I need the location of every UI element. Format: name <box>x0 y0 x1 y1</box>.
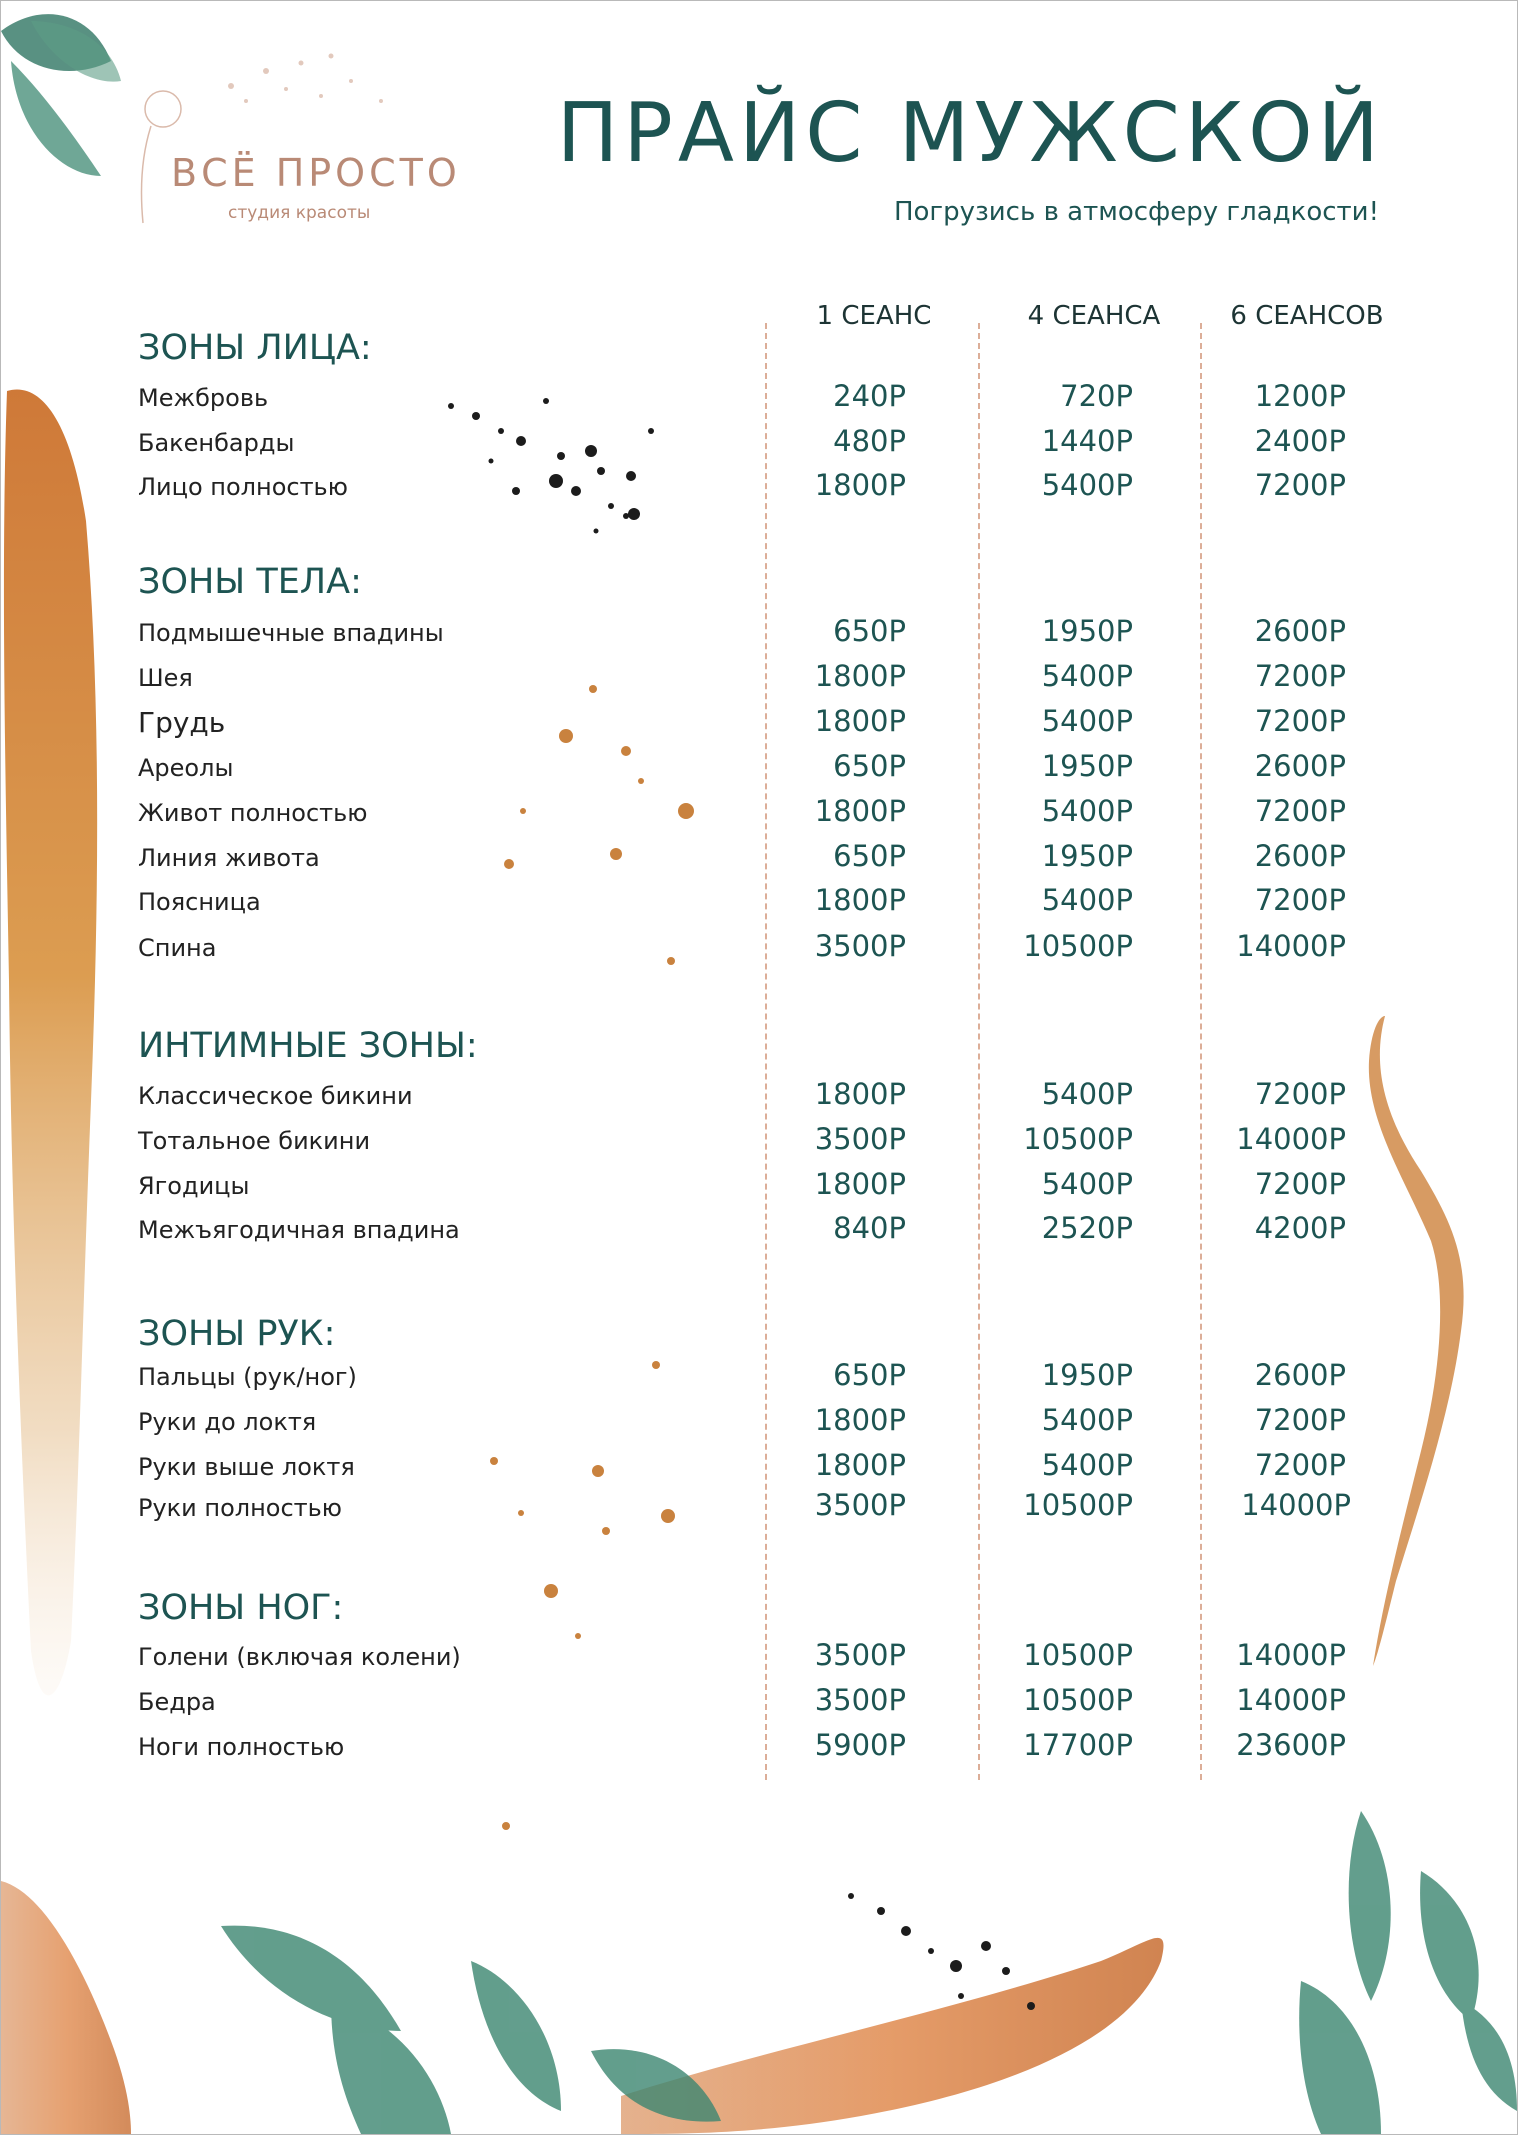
price-6-sessions: 14000Р <box>1236 1683 1346 1717</box>
service-name: Живот полностью <box>138 799 368 827</box>
studio-logo <box>131 61 461 241</box>
price-4-sessions: 5400Р <box>1041 704 1133 738</box>
section-title-face: ЗОНЫ ЛИЦА: <box>138 328 372 368</box>
price-1-session: 1800Р <box>814 1448 906 1482</box>
price-4-sessions: 5400Р <box>1041 883 1133 917</box>
price-6-sessions: 7200Р <box>1254 704 1346 738</box>
price-6-sessions: 2600Р <box>1254 839 1346 873</box>
price-1-session: 3500Р <box>814 1122 906 1156</box>
page-subtitle: Погрузись в атмосферу гладкости! <box>893 197 1379 227</box>
price-6-sessions: 2600Р <box>1254 1358 1346 1392</box>
section-title-body: ЗОНЫ ТЕЛА: <box>138 562 362 602</box>
service-name: Шея <box>138 664 193 692</box>
price-1-session: 650Р <box>833 749 906 783</box>
price-1-session: 5900Р <box>814 1728 906 1762</box>
service-name: Ареолы <box>138 754 234 782</box>
section-title-intimate: ИНТИМНЫЕ ЗОНЫ: <box>138 1026 478 1066</box>
column-header-1-session: 1 СЕАНС <box>816 301 932 331</box>
price-1-session: 650Р <box>833 839 906 873</box>
price-6-sessions: 2600Р <box>1254 614 1346 648</box>
price-6-sessions: 7200Р <box>1254 468 1346 502</box>
price-6-sessions: 7200Р <box>1254 794 1346 828</box>
price-4-sessions: 5400Р <box>1041 1077 1133 1111</box>
price-1-session: 650Р <box>833 614 906 648</box>
logo-subtitle: студия красоты <box>228 203 371 223</box>
price-6-sessions: 23600Р <box>1236 1728 1346 1762</box>
price-4-sessions: 1950Р <box>1041 1358 1133 1392</box>
price-1-session: 1800Р <box>814 1077 906 1111</box>
column-divider <box>978 323 980 1780</box>
service-name: Спина <box>138 934 217 962</box>
price-6-sessions: 2400Р <box>1254 424 1346 458</box>
service-name: Голени (включая колени) <box>138 1643 461 1671</box>
service-name: Классическое бикини <box>138 1082 413 1110</box>
price-6-sessions: 14000Р <box>1236 929 1346 963</box>
price-6-sessions: 14000Р <box>1236 1122 1346 1156</box>
service-name: Бедра <box>138 1688 216 1716</box>
price-4-sessions: 5400Р <box>1041 794 1133 828</box>
logo-name: ВСЁ ПРОСТО <box>171 151 461 195</box>
price-1-session: 480Р <box>833 424 906 458</box>
price-4-sessions: 5400Р <box>1041 1403 1133 1437</box>
price-4-sessions: 1440Р <box>1041 424 1133 458</box>
service-name: Руки до локтя <box>138 1408 317 1436</box>
price-4-sessions: 10500Р <box>1023 1638 1133 1672</box>
price-4-sessions: 1950Р <box>1041 839 1133 873</box>
service-name: Линия живота <box>138 844 320 872</box>
price-1-session: 3500Р <box>814 1683 906 1717</box>
column-divider <box>765 323 767 1780</box>
price-4-sessions: 2520Р <box>1041 1211 1133 1245</box>
service-name: Межбровь <box>138 384 269 412</box>
service-name: Ягодицы <box>138 1172 250 1200</box>
price-6-sessions: 7200Р <box>1254 1403 1346 1437</box>
price-6-sessions: 1200Р <box>1254 379 1346 413</box>
service-name: Руки выше локтя <box>138 1453 355 1481</box>
price-6-sessions: 14000Р <box>1236 1638 1346 1672</box>
price-4-sessions: 1950Р <box>1041 749 1133 783</box>
service-name: Ноги полностью <box>138 1733 345 1761</box>
price-1-session: 1800Р <box>814 794 906 828</box>
price-6-sessions: 7200Р <box>1254 883 1346 917</box>
price-6-sessions: 7200Р <box>1254 1077 1346 1111</box>
price-6-sessions: 7200Р <box>1254 1167 1346 1201</box>
price-6-sessions: 7200Р <box>1254 659 1346 693</box>
service-name: Пальцы (рук/ног) <box>138 1363 357 1391</box>
price-1-session: 1800Р <box>814 883 906 917</box>
service-name: Руки полностью <box>138 1494 343 1522</box>
service-name: Поясница <box>138 888 261 916</box>
service-name: Грудь <box>138 706 226 739</box>
service-name: Межъягодичная впадина <box>138 1216 460 1244</box>
price-1-session: 1800Р <box>814 1403 906 1437</box>
price-1-session: 840Р <box>833 1211 906 1245</box>
price-4-sessions: 720Р <box>1060 379 1133 413</box>
price-6-sessions: 7200Р <box>1254 1448 1346 1482</box>
price-1-session: 1800Р <box>814 468 906 502</box>
price-4-sessions: 10500Р <box>1023 1488 1133 1522</box>
price-4-sessions: 10500Р <box>1023 1683 1133 1717</box>
price-4-sessions: 17700Р <box>1023 1728 1133 1762</box>
price-4-sessions: 5400Р <box>1041 1448 1133 1482</box>
page-title: ПРАЙС МУЖСКОЙ <box>556 86 1384 181</box>
service-name: Лицо полностью <box>138 473 348 501</box>
price-1-session: 3500Р <box>814 929 906 963</box>
price-1-session: 1800Р <box>814 704 906 738</box>
price-1-session: 3500Р <box>814 1638 906 1672</box>
service-name: Подмышечные впадины <box>138 619 444 647</box>
price-1-session: 650Р <box>833 1358 906 1392</box>
price-4-sessions: 10500Р <box>1023 1122 1133 1156</box>
price-1-session: 240Р <box>833 379 906 413</box>
price-4-sessions: 5400Р <box>1041 1167 1133 1201</box>
price-1-session: 3500Р <box>814 1488 906 1522</box>
column-divider <box>1200 323 1202 1780</box>
price-1-session: 1800Р <box>814 1167 906 1201</box>
price-4-sessions: 1950Р <box>1041 614 1133 648</box>
section-title-legs: ЗОНЫ НОГ: <box>138 1588 344 1628</box>
price-1-session: 1800Р <box>814 659 906 693</box>
price-6-sessions: 14000Р <box>1241 1488 1351 1522</box>
price-6-sessions: 4200Р <box>1254 1211 1346 1245</box>
service-name: Бакенбарды <box>138 429 295 457</box>
price-4-sessions: 10500Р <box>1023 929 1133 963</box>
price-4-sessions: 5400Р <box>1041 468 1133 502</box>
column-header-6-sessions: 6 СЕАНСОВ <box>1230 301 1384 331</box>
price-4-sessions: 5400Р <box>1041 659 1133 693</box>
service-name: Тотальное бикини <box>138 1127 371 1155</box>
section-title-arms: ЗОНЫ РУК: <box>138 1314 336 1354</box>
price-6-sessions: 2600Р <box>1254 749 1346 783</box>
column-header-4-sessions: 4 СЕАНСА <box>1027 301 1161 331</box>
